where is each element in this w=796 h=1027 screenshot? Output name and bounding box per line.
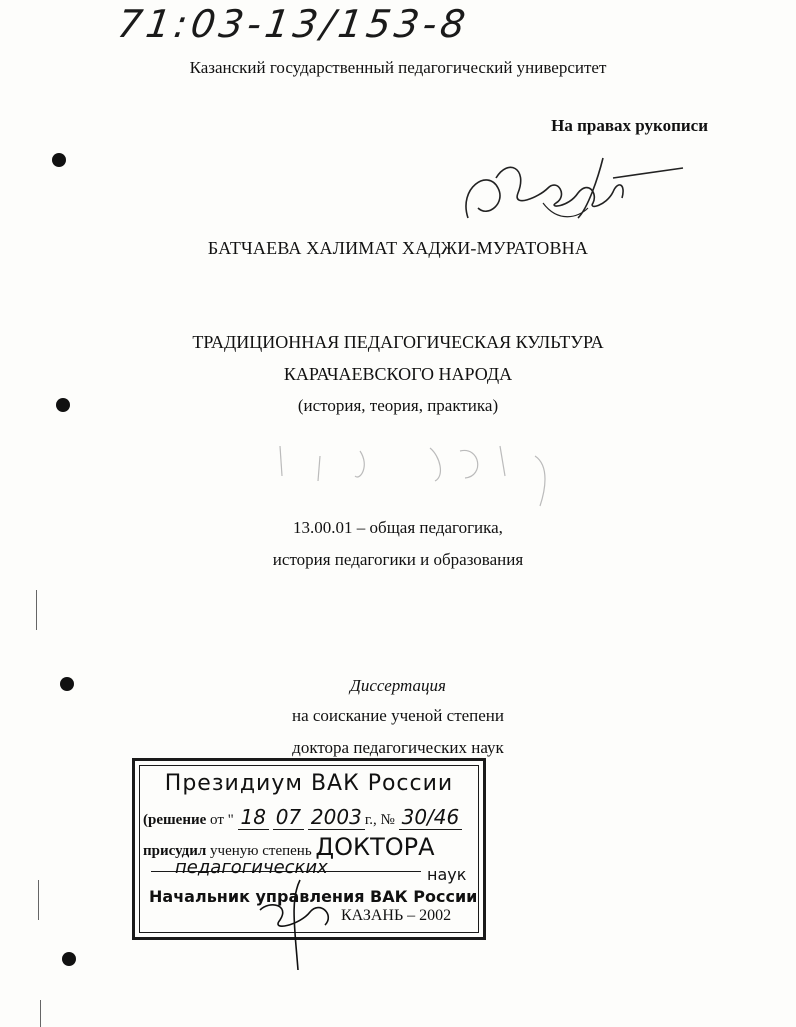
stamp-year-suffix: г., № <box>364 812 395 828</box>
author-signature <box>448 148 688 238</box>
punch-hole-1 <box>52 153 66 167</box>
stamp-decision <box>143 805 462 829</box>
archive-number: 71:03-13/153-8 <box>114 2 472 46</box>
university-name: Казанский государственный педагогический университет <box>189 58 607 77</box>
stamp-day: 18 <box>238 805 269 830</box>
stamp-awarded-label: присудил <box>143 843 207 859</box>
specialty-line-2: история педагогики и образования <box>272 550 524 569</box>
dissertation-degree-line-1: на соискание ученой степени <box>291 706 505 725</box>
stamp-number: 30/46 <box>399 805 463 830</box>
margin-line-3 <box>40 1000 41 1027</box>
stamp-title: Президиум ВАК России <box>164 771 454 796</box>
bleed-through-marks <box>260 436 580 516</box>
stamp-month: 07 <box>273 805 304 830</box>
stamp-awarded-text: ученую степень <box>210 843 312 859</box>
stamp-year: 2003 <box>308 805 365 830</box>
punch-hole-3 <box>60 677 74 691</box>
stamp-decision-from: от " <box>210 812 234 828</box>
stamp-head-of-department: Начальник управления ВАК России <box>149 887 478 906</box>
dissertation-label: Диссертация <box>350 676 446 695</box>
punch-hole-2 <box>56 398 70 412</box>
dissertation-degree-line-2: доктора педагогических наук <box>292 738 504 757</box>
title-line-1: ТРАДИЦИОННАЯ ПЕДАГОГИЧЕСКАЯ КУЛЬТУРА <box>192 332 604 352</box>
author-name: БАТЧАЕВА ХАЛИМАТ ХАДЖИ-МУРАТОВНА <box>207 238 589 258</box>
specialty-line-1: 13.00.01 – общая педагогика, <box>293 518 503 537</box>
title-subtitle: (история, теория, практика) <box>297 396 499 415</box>
margin-line-1 <box>36 590 37 630</box>
stamp-field-suffix: наук <box>427 865 467 884</box>
stamp-field-handwritten: педагогических <box>175 857 328 878</box>
punch-hole-4 <box>62 952 76 966</box>
manuscript-notice: На правах рукописи <box>551 116 708 135</box>
stamp-decision-prefix: (решение <box>143 812 207 828</box>
margin-line-2 <box>38 880 39 920</box>
stamp-awarded-degree: ДОКТОРА <box>315 833 435 861</box>
title-line-2: КАРАЧАЕВСКОГО НАРОДА <box>283 364 513 384</box>
stamp-signature <box>240 870 360 980</box>
city-year: КАЗАНЬ – 2002 <box>341 907 452 924</box>
